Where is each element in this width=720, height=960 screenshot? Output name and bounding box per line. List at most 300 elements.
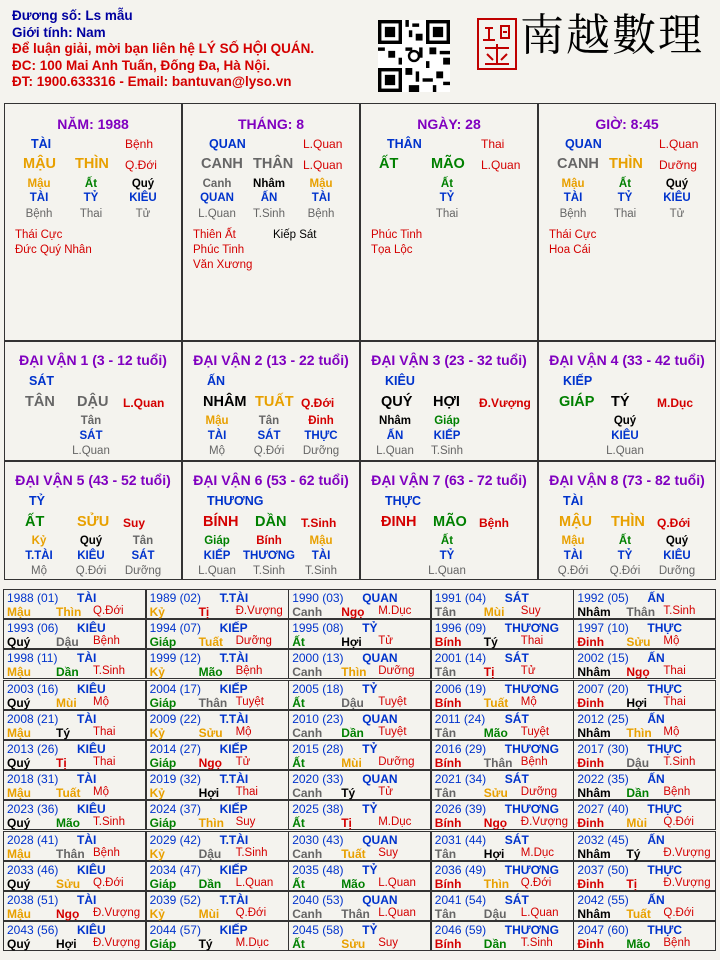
year-cell: [146, 589, 289, 619]
contact-line: Để luận giải, mời bạn liên hệ LÝ SỐ HỘI QUÁN.: [12, 41, 315, 56]
dai-van-stage: Đ.Vượng: [479, 396, 531, 410]
year-star: SÁT: [504, 591, 529, 605]
dai-van-stage: M.Dục: [657, 396, 693, 410]
year-branch: Tuất: [483, 695, 509, 710]
hidden-stage: Tử: [135, 208, 151, 220]
year-cell: [431, 680, 574, 710]
year-cell: [573, 680, 716, 710]
year-stage: Suy: [235, 816, 256, 829]
hidden-stem: Mậu: [561, 178, 585, 190]
year-cell: [573, 800, 716, 830]
year-stem: Giáp: [149, 876, 177, 891]
hidden-star: KIÊU: [77, 550, 105, 562]
year-cell: [573, 710, 716, 740]
dai-van-8: [538, 461, 716, 580]
hidden-stage: Q.Đới: [609, 565, 641, 577]
year-cell: [431, 649, 574, 679]
hidden-stem: Nhâm: [379, 415, 411, 427]
year-stage: M.Dục: [235, 937, 269, 950]
hidden-star: THỰC: [304, 430, 338, 442]
year-star: ẤN: [647, 832, 665, 847]
year-star: KIÊU: [77, 742, 106, 756]
hidden-stage: L.Quan: [198, 565, 236, 577]
year-label: 2044 (57): [149, 923, 201, 938]
year-stem: Tân: [434, 605, 457, 619]
year-branch: Dần: [56, 665, 79, 680]
hidden-stage: Mộ: [31, 565, 47, 577]
year-branch: Mùi: [198, 907, 220, 921]
year-stem: Bính: [434, 695, 462, 710]
year-stage: Q.Đới: [663, 907, 694, 919]
dai-van-title: ĐẠI VẬN 1 (3 - 12 tuổi): [19, 352, 167, 368]
dai-van-title: ĐẠI VẬN 7 (63 - 72 tuổi): [371, 472, 527, 488]
hidden-star: TỶ: [439, 192, 455, 204]
special-star: Thiên Ất: [193, 229, 236, 241]
year-label: 2008 (21): [7, 711, 59, 726]
year-cell: [431, 589, 574, 619]
dai-van-star: TÀI: [563, 494, 584, 508]
dai-van-stem: GIÁP: [559, 394, 595, 410]
dai-van-star: KIÊU: [385, 374, 415, 388]
year-branch: Dần: [198, 876, 222, 891]
year-label: 2006 (19): [434, 681, 487, 696]
hidden-stem: Mậu: [205, 415, 229, 427]
year-cell: [146, 710, 289, 740]
hidden-stem: Tân: [132, 535, 154, 547]
pillar-title: NĂM: 1988: [57, 116, 129, 132]
year-star: THƯƠNG: [504, 621, 559, 636]
year-star: TỶ: [362, 681, 378, 696]
year-stage: L.Quan: [378, 907, 416, 919]
year-star: KIẾP: [219, 621, 248, 636]
year-branch: Mão: [56, 816, 80, 831]
year-star: QUAN: [362, 651, 398, 666]
year-branch: Tý: [341, 786, 356, 801]
year-stem: Canh: [292, 786, 323, 801]
year-cell: [3, 831, 146, 861]
year-stem: Tân: [434, 665, 457, 680]
year-star: T.TÀI: [219, 832, 249, 847]
year-branch: Thìn: [341, 665, 367, 680]
year-star: T.TÀI: [219, 591, 249, 605]
year-stem: Ất: [292, 876, 305, 891]
year-label: 2017 (30): [577, 742, 629, 756]
year-star: TÀI: [77, 832, 97, 847]
year-stem: Mậu: [7, 605, 31, 619]
hidden-star: TỶ: [83, 192, 99, 204]
year-stage: Mộ: [235, 725, 252, 738]
year-branch: Dậu: [483, 907, 507, 921]
dai-van-branch: HỢI: [433, 394, 460, 410]
year-branch: Sửu: [341, 937, 366, 952]
owner-value: Ls mẫu: [85, 8, 133, 23]
owner-label: Đương số:: [12, 8, 82, 23]
year-stem: Ất: [292, 695, 305, 710]
year-branch: Dần: [483, 937, 507, 952]
hidden-stem: Quý: [613, 415, 637, 427]
year-stem: Kỷ: [149, 907, 165, 921]
pillar-title: GIỜ: 8:45: [595, 116, 659, 132]
dai-van-2: [182, 341, 360, 461]
year-star: KIÊU: [77, 802, 106, 817]
pillar-stage-right: Q.Đới: [125, 158, 157, 172]
year-stem: Bính: [434, 635, 462, 650]
year-stage: M.Dục: [520, 846, 555, 859]
year-cell: [431, 861, 574, 891]
year-branch: Tuất: [56, 786, 81, 801]
year-label: 2005 (18): [292, 681, 344, 696]
hidden-star: KIÊU: [663, 192, 691, 204]
year-stage: Q.Đới: [93, 876, 124, 889]
hidden-stage: L.Quan: [198, 208, 236, 220]
hidden-stage: Bệnh: [307, 208, 335, 220]
year-stem: Kỷ: [149, 665, 165, 680]
hidden-stage: Dưỡng: [124, 565, 162, 577]
year-branch: Tị: [198, 605, 210, 619]
year-stage: Mộ: [663, 725, 680, 738]
year-stage: Đ.Vượng: [663, 846, 711, 859]
year-branch: Tị: [341, 816, 352, 831]
special-star: Phúc Tinh: [193, 244, 245, 256]
year-stage: Tuyệt: [378, 695, 407, 708]
year-label: 1998 (11): [7, 651, 58, 666]
year-stem: Quý: [7, 695, 31, 710]
dai-van-star: KIẾP: [563, 374, 593, 388]
year-stem: Mậu: [7, 786, 31, 801]
year-stem: Mậu: [7, 665, 31, 680]
year-star: QUAN: [362, 772, 398, 787]
year-stage: L.Quan: [520, 907, 559, 919]
dai-van-stem: ĐINH: [381, 514, 417, 530]
year-star: THƯƠNG: [504, 862, 559, 877]
hidden-stem: Ất: [618, 178, 632, 190]
year-stage: M.Dục: [378, 816, 412, 829]
year-cell: [3, 740, 146, 770]
year-stage: Bệnh: [93, 846, 120, 859]
year-branch: Dần: [341, 725, 364, 740]
year-stem: Canh: [292, 665, 323, 680]
year-star: QUAN: [362, 711, 398, 726]
hidden-star: KIẾP: [433, 430, 461, 442]
hidden-star: KIÊU: [663, 550, 691, 562]
year-cell: [3, 680, 146, 710]
year-branch: Ngọ: [483, 816, 508, 831]
pillar-branch: THÂN: [253, 156, 294, 172]
year-stage: Thai: [520, 635, 544, 648]
pillar-main-star: TÀI: [31, 137, 52, 151]
year-star: T.TÀI: [219, 893, 249, 907]
year-stage: Đ.Vượng: [93, 907, 141, 919]
hidden-stage: L.Quan: [606, 445, 644, 457]
year-cell: [146, 921, 289, 951]
year-stage: Bệnh: [663, 786, 691, 799]
dai-van-stem: ẤT: [25, 514, 45, 530]
year-stem: Quý: [7, 816, 31, 831]
year-label: 1990 (03): [292, 591, 344, 605]
year-star: THƯƠNG: [504, 802, 559, 817]
pillar-stem: MẬU: [23, 156, 57, 172]
address-line: ĐC: 100 Mai Anh Tuấn, Đống Đa, Hà Nội.: [12, 57, 271, 73]
year-star: THỰC: [647, 621, 683, 636]
year-cell: [573, 921, 716, 951]
year-stage: T.Sinh: [663, 756, 696, 768]
hidden-stem: Mậu: [561, 535, 585, 547]
year-label: 2026 (39): [434, 802, 487, 817]
year-label: 2042 (55): [577, 893, 629, 907]
year-star: ẤN: [647, 772, 665, 787]
special-star-right: Kiếp Sát: [273, 229, 317, 241]
year-stem: Kỷ: [149, 846, 165, 861]
year-star: SÁT: [504, 893, 529, 907]
year-branch: Thân: [198, 695, 228, 710]
year-branch: Hợi: [626, 695, 647, 710]
dai-van-stem: NHÂM: [203, 394, 247, 410]
year-branch: Thìn: [198, 816, 224, 831]
year-stage: Đ.Vượng: [663, 876, 711, 889]
year-label: 2021 (34): [434, 772, 487, 787]
pillar-stage-top: Thai: [481, 137, 505, 151]
dai-van-star: ẤN: [207, 374, 226, 388]
year-stem: Tân: [434, 846, 457, 861]
year-stage: Đ.Vượng: [520, 816, 568, 829]
special-star: Thái Cực: [15, 229, 63, 241]
year-stem: Nhâm: [577, 907, 611, 921]
year-stage: T.Sinh: [93, 816, 125, 829]
year-cell: [146, 800, 289, 830]
year-branch: Thân: [341, 907, 370, 921]
year-stage: T.Sinh: [520, 937, 553, 950]
year-stage: T.Sinh: [93, 665, 125, 678]
year-label: 2010 (23): [292, 711, 344, 726]
year-cell: [146, 831, 289, 861]
year-star: QUAN: [362, 591, 398, 605]
year-stage: T.Sinh: [235, 846, 268, 859]
year-label: 2023 (36): [7, 802, 59, 817]
year-cell: [573, 861, 716, 891]
year-cell: [288, 710, 431, 740]
pillar-main-star: QUAN: [565, 137, 602, 151]
dai-van-star: THỰC: [385, 494, 422, 508]
year-stage: Tử: [235, 756, 251, 768]
year-label: 2038 (51): [7, 893, 59, 907]
special-star: Hoa Cái: [549, 244, 591, 256]
year-cell: [288, 680, 431, 710]
year-cell: [288, 649, 431, 679]
year-branch: Dậu: [56, 635, 79, 650]
dai-van-branch: THÌN: [611, 514, 645, 530]
year-label: 1992 (05): [577, 591, 629, 605]
year-label: 2031 (44): [434, 832, 487, 847]
dai-van-title: ĐẠI VẬN 6 (53 - 62 tuổi): [193, 472, 349, 488]
year-stem: Ất: [292, 635, 305, 650]
year-stem: Mậu: [7, 725, 31, 740]
year-stage: Mộ: [520, 695, 537, 708]
dai-van-stage: T.Sinh: [301, 516, 337, 530]
year-label: 2003 (16): [7, 681, 59, 696]
year-stem: Kỷ: [149, 605, 165, 619]
special-star: Đức Quý Nhân: [15, 244, 92, 256]
year-label: 2034 (47): [149, 862, 201, 877]
year-stem: Giáp: [149, 635, 177, 650]
pillar-3: [360, 103, 538, 341]
pillar-main-star: QUAN: [209, 137, 246, 151]
hidden-star: ẤN: [386, 430, 404, 442]
pillar-branch: THÌN: [609, 156, 643, 172]
year-stage: L.Quan: [235, 876, 274, 889]
year-stage: Mộ: [93, 695, 109, 708]
special-star: Phúc Tinh: [371, 229, 423, 241]
year-star: ẤN: [647, 711, 665, 726]
year-star: THƯƠNG: [504, 681, 559, 696]
hidden-stage: L.Quan: [72, 445, 110, 457]
year-label: 2039 (52): [149, 893, 201, 907]
year-stage: Dưỡng: [378, 756, 415, 768]
hidden-stem: Ất: [618, 535, 632, 547]
pillar-stem: CANH: [557, 156, 599, 172]
year-label: 2033 (46): [7, 862, 59, 877]
year-label: 2016 (29): [434, 742, 487, 756]
year-label: 2012 (25): [577, 711, 629, 726]
year-cell: [146, 861, 289, 891]
hidden-star: T.TÀI: [25, 550, 53, 562]
seal-stamp-icon: [477, 18, 517, 70]
year-branch: Tuất: [341, 846, 366, 861]
year-branch: Ngọ: [56, 907, 80, 921]
year-stem: Đinh: [577, 876, 605, 891]
year-cell: [431, 891, 574, 921]
hidden-stage: T.Sinh: [431, 445, 463, 457]
year-star: T.TÀI: [219, 651, 249, 666]
year-stem: Bính: [434, 876, 462, 891]
hidden-stem: Giáp: [434, 415, 460, 427]
year-stage: Thai: [93, 725, 116, 738]
year-star: KIÊU: [77, 621, 106, 636]
pillar-stem: CANH: [201, 156, 243, 172]
year-star: TÀI: [77, 772, 97, 787]
year-stem: Quý: [7, 756, 31, 770]
year-cell: [146, 619, 289, 649]
year-branch: Tị: [483, 665, 495, 680]
hidden-star: THƯƠNG: [243, 550, 295, 562]
year-cell: [431, 921, 574, 951]
year-star: KIẾP: [219, 862, 248, 877]
year-star: KIÊU: [77, 923, 106, 938]
pillar-branch: THÌN: [75, 156, 109, 172]
year-stage: Mộ: [663, 635, 680, 648]
year-star: ẤN: [647, 591, 665, 605]
year-branch: Thân: [483, 756, 513, 770]
year-cell: [431, 770, 574, 800]
year-cell: [573, 831, 716, 861]
dai-van-title: ĐẠI VẬN 2 (13 - 22 tuổi): [193, 352, 349, 368]
hidden-stage: Bệnh: [559, 208, 587, 220]
year-star: THỰC: [647, 681, 683, 696]
year-stage: Tuyệt: [520, 725, 550, 738]
hidden-stage: L.Quan: [428, 565, 466, 577]
year-label: 2032 (45): [577, 832, 629, 847]
year-label: 1993 (06): [7, 621, 59, 636]
year-cell: [146, 770, 289, 800]
pillar-1: [4, 103, 182, 341]
year-star: TỶ: [362, 862, 378, 877]
year-branch: Tý: [626, 846, 641, 861]
year-stem: Mậu: [7, 907, 31, 921]
hidden-stem: Nhâm: [253, 178, 285, 190]
year-label: 2019 (32): [149, 772, 201, 787]
pillar-stage-right: Dưỡng: [659, 158, 697, 172]
year-stem: Mậu: [7, 846, 31, 861]
year-label: 2045 (58): [292, 923, 344, 938]
year-star: SÁT: [504, 772, 529, 787]
year-stem: Canh: [292, 725, 323, 740]
hidden-star: ẤN: [260, 192, 278, 204]
year-stem: Nhâm: [577, 665, 611, 680]
hidden-star: TÀI: [563, 192, 583, 204]
brand-logo: 南越數理: [520, 10, 704, 61]
qr-code-icon: [378, 20, 450, 92]
year-star: SÁT: [504, 651, 529, 666]
year-branch: Dần: [626, 786, 650, 801]
pillar-4: [538, 103, 716, 341]
special-star: Văn Xương: [193, 259, 253, 271]
special-star: Thái Cực: [549, 229, 597, 241]
year-star: KIÊU: [77, 681, 106, 696]
year-branch: Hợi: [56, 937, 77, 952]
hidden-stem: Bính: [256, 535, 282, 547]
dai-van-title: ĐẠI VẬN 3 (23 - 32 tuổi): [371, 352, 527, 368]
year-branch: Thân: [56, 846, 85, 861]
year-star: TỶ: [362, 802, 378, 817]
hidden-stem: Ất: [440, 535, 454, 547]
hidden-star: KIÊU: [129, 192, 157, 204]
year-star: TỶ: [362, 621, 378, 636]
year-label: 2014 (27): [149, 742, 201, 756]
year-branch: Mão: [483, 725, 508, 740]
year-stem: Tân: [434, 907, 457, 921]
hidden-star: TÀI: [29, 192, 49, 204]
year-branch: Tuất: [198, 635, 224, 650]
year-star: KIẾP: [219, 742, 248, 756]
year-branch: Dậu: [198, 846, 222, 861]
dai-van-stage: L.Quan: [123, 396, 165, 410]
year-stage: Bệnh: [93, 635, 120, 648]
year-stem: Ất: [292, 816, 305, 831]
year-label: 2015 (28): [292, 742, 344, 756]
dai-van-stem: BÍNH: [203, 514, 239, 530]
year-stage: T.Sinh: [663, 605, 696, 617]
year-star: TÀI: [77, 651, 97, 666]
dai-van-stage: Q.Đới: [301, 396, 335, 410]
year-label: 2000 (13): [292, 651, 344, 666]
year-cell: [431, 710, 574, 740]
dai-van-title: ĐẠI VẬN 8 (73 - 82 tuổi): [549, 472, 705, 488]
year-cell: [288, 921, 431, 951]
year-stage: Thai: [93, 756, 116, 768]
dai-van-star: THƯƠNG: [207, 494, 264, 508]
year-label: 1999 (12): [149, 651, 201, 666]
year-stem: Quý: [7, 635, 31, 650]
year-cell: [288, 770, 431, 800]
hidden-stem: Mậu: [27, 178, 51, 190]
year-cell: [288, 740, 431, 770]
year-star: KIÊU: [77, 862, 106, 877]
hidden-stage: Thai: [79, 208, 103, 220]
year-stage: Tử: [378, 786, 393, 799]
hidden-stem: Quý: [79, 535, 103, 547]
year-stage: Mộ: [93, 786, 109, 799]
year-cell: [573, 740, 716, 770]
dai-van-branch: MÃO: [433, 514, 467, 530]
